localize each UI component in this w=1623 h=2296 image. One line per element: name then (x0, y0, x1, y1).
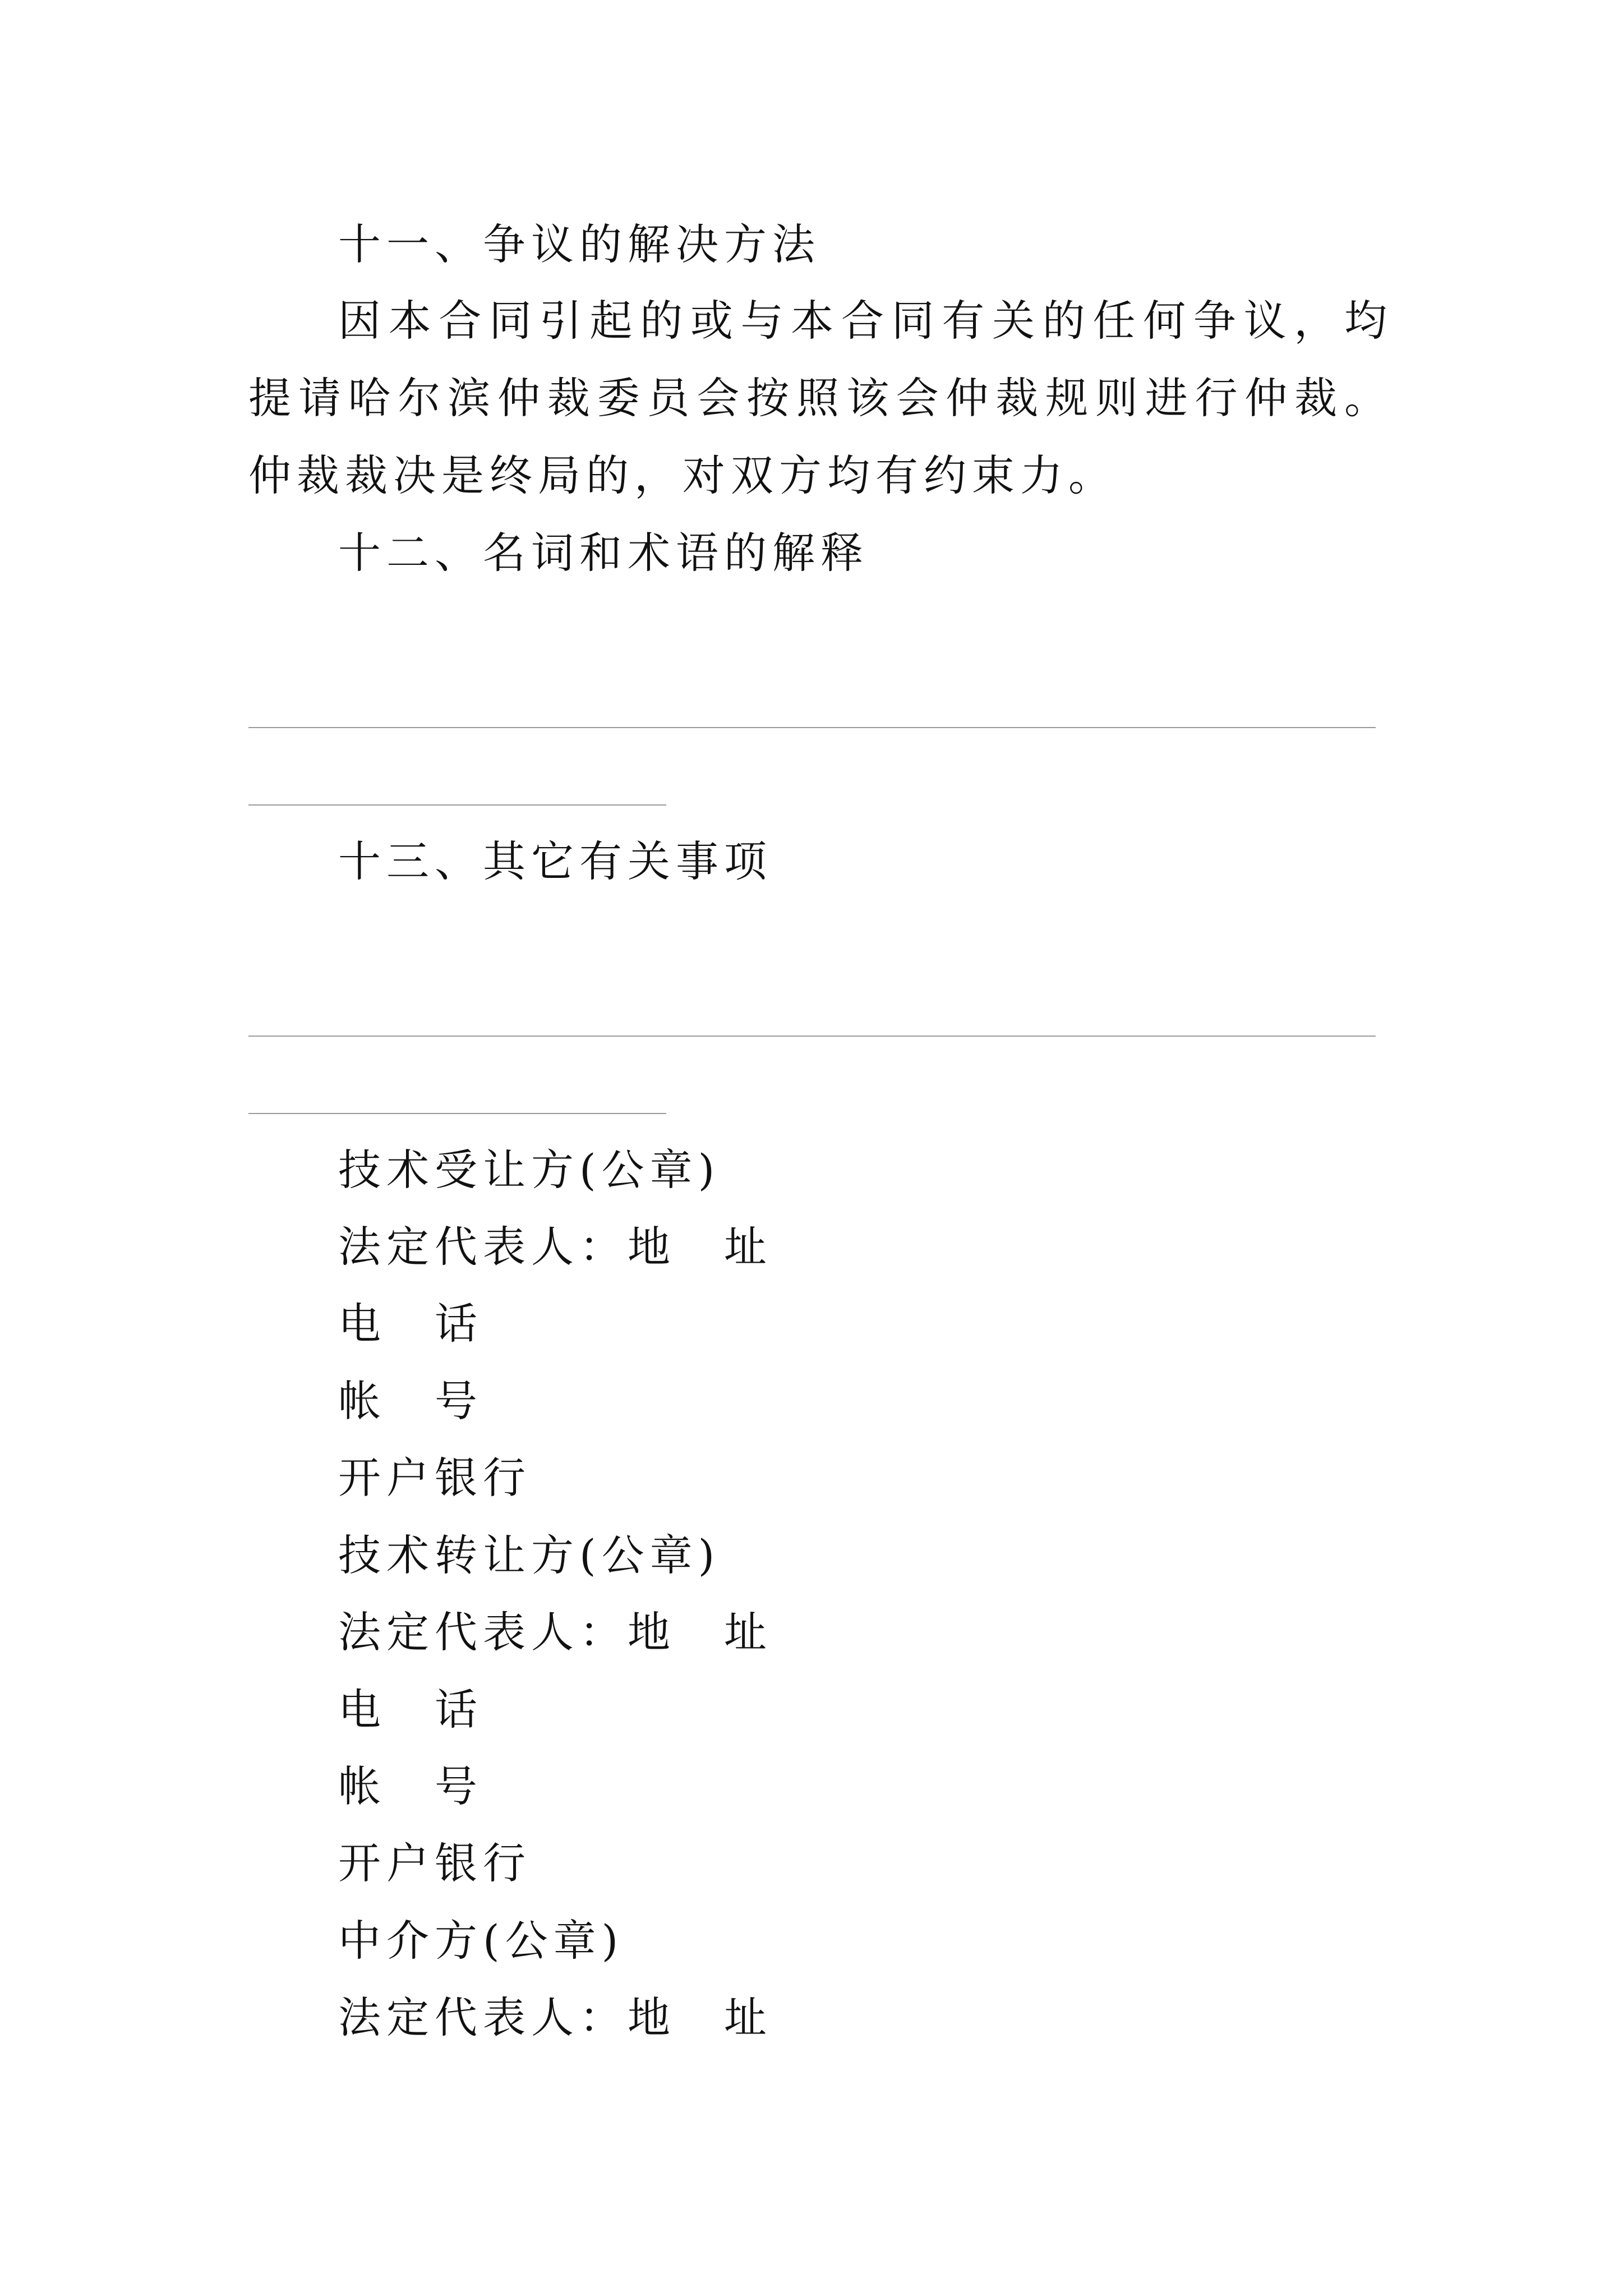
intermediary-rep-address: 法定代表人：地 址 (338, 1993, 772, 2042)
blank-fill-line (248, 1113, 666, 1114)
transferee-phone: 电 话 (338, 1299, 483, 1349)
section-11-heading: 十一、争议的解决方法 (338, 219, 820, 269)
transferor-rep-address: 法定代表人：地 址 (338, 1607, 772, 1657)
transferor-phone: 电 话 (338, 1685, 483, 1734)
section-12-heading: 十二、名词和术语的解释 (338, 528, 869, 578)
intermediary-title: 中介方(公章) (338, 1916, 624, 1966)
transferee-rep-address: 法定代表人：地 址 (338, 1222, 772, 1272)
blank-fill-line (248, 1036, 1376, 1037)
transferee-account: 帐 号 (338, 1376, 483, 1426)
transferee-title: 技术受让方(公章) (338, 1145, 721, 1195)
section-11-body: 因本合同引起的或与本合同有关的任何争议，均提请哈尔滨仲裁委员会按照该会仲裁规则进行仲裁。仲裁裁决是终局的，对双方均有约束力。 (248, 296, 1393, 500)
blank-fill-line (248, 727, 1376, 728)
transferor-title: 技术转让方(公章) (338, 1530, 721, 1580)
transferee-bank: 开户银行 (338, 1453, 531, 1503)
transferor-bank: 开户银行 (338, 1838, 531, 1888)
transferor-account: 帐 号 (338, 1761, 483, 1811)
section-13-heading: 十三、其它有关事项 (338, 836, 772, 886)
blank-fill-line (248, 804, 666, 806)
